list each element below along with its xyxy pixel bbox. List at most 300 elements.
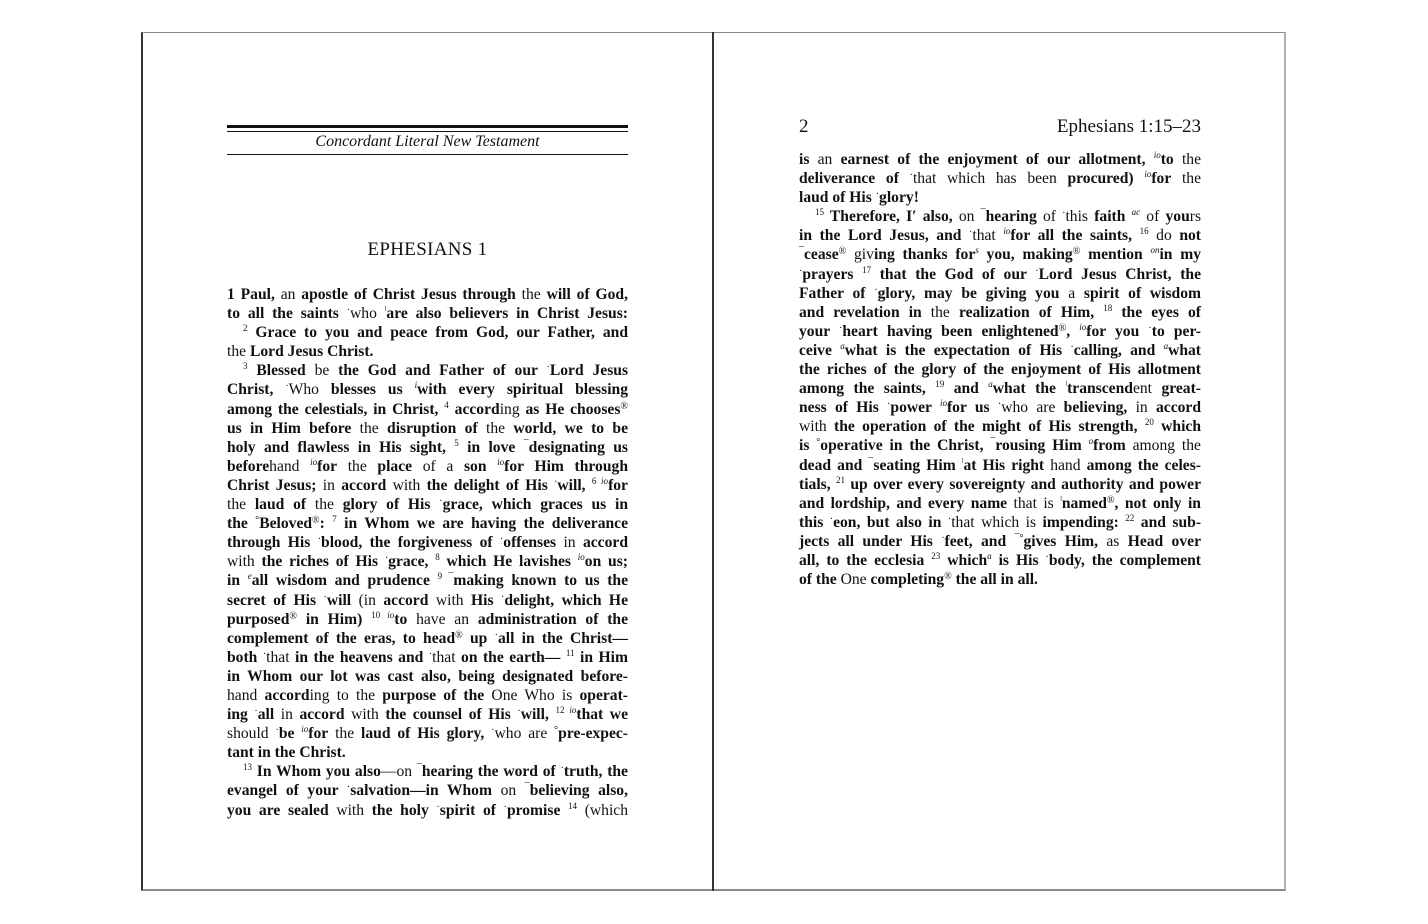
text-run: should xyxy=(227,725,276,743)
text-run: us in Him before xyxy=(227,419,352,437)
annotation-mark: ¯ xyxy=(523,438,529,450)
text-run: in the Lord Jesus, and xyxy=(799,227,970,245)
text-run: for xyxy=(317,457,338,475)
text-run: ing thanks for xyxy=(873,246,976,264)
annotation-mark: · xyxy=(554,476,558,488)
text-run: this xyxy=(799,513,830,531)
text-run: feet, and xyxy=(944,532,1015,550)
text-line xyxy=(799,456,1201,475)
text-run: tials, xyxy=(799,475,836,493)
annotation-mark: · xyxy=(1045,551,1049,563)
text-run: jects all under His xyxy=(799,532,942,550)
text-run: that which has been xyxy=(912,170,1068,188)
annotation-mark: · xyxy=(875,189,880,201)
text-run: spirit of xyxy=(439,801,504,819)
text-run: on us; xyxy=(584,553,628,571)
text-run: blood, the forgiveness of xyxy=(321,534,500,552)
text-run: in xyxy=(1127,399,1156,417)
text-line xyxy=(227,724,628,743)
text-run: accord xyxy=(448,400,500,418)
annotation-mark: ¯ xyxy=(442,572,454,584)
text-run: making known to us the xyxy=(453,572,628,590)
annotation-mark: ¯° xyxy=(1014,532,1024,544)
text-line xyxy=(227,323,628,342)
text-run: power xyxy=(890,399,940,417)
text-run: all, to the ecclesia xyxy=(799,551,932,569)
text-run: ness of His xyxy=(799,399,888,417)
text-run: 1 xyxy=(227,286,241,303)
text-run: among the celes- xyxy=(1086,456,1201,474)
annotation-mark: · xyxy=(491,725,495,737)
text-run: who are xyxy=(494,725,555,743)
text-run: His xyxy=(471,591,502,609)
annotation-mark: ˡ xyxy=(1060,494,1062,506)
text-run: offenses xyxy=(503,534,557,552)
text-run: in xyxy=(316,476,342,494)
text-run: (in xyxy=(351,591,384,609)
text-run: designating us xyxy=(528,438,628,456)
text-line xyxy=(799,169,1201,188)
text-run: the delight of His xyxy=(426,476,555,494)
text-run: in Whom our lot was cast also, being designated before- xyxy=(227,667,628,685)
text-run: you, making xyxy=(978,246,1073,264)
text-line xyxy=(227,457,628,476)
text-run: all xyxy=(257,706,275,724)
verse-number: 4 xyxy=(444,399,449,410)
text-run: to per- xyxy=(1151,322,1201,340)
text-run: operat- xyxy=(579,686,628,704)
text-run: calling, and xyxy=(1073,341,1164,359)
text-run: laud of His glory, xyxy=(361,725,485,743)
text-run: of xyxy=(1036,208,1063,226)
annotation-mark: ° xyxy=(255,515,260,527)
text-run: with every spiritual blessing xyxy=(417,381,628,399)
annotation-mark: · xyxy=(829,513,834,525)
text-run: through His xyxy=(227,534,318,552)
text-run: that xyxy=(266,648,296,666)
annotation-mark: io xyxy=(596,475,609,486)
annotation-mark: · xyxy=(346,782,351,794)
text-run: accord xyxy=(341,476,387,494)
text-run: you xyxy=(1165,208,1190,226)
text-run: evangel of your xyxy=(227,782,347,800)
text-run: salvation—in Whom xyxy=(350,782,492,800)
text-run: Lord Jesus Christ. xyxy=(249,343,374,361)
text-run: with xyxy=(799,418,835,436)
text-line xyxy=(227,781,628,800)
text-run: disruption of xyxy=(387,419,478,437)
verse-number: 7 xyxy=(332,514,337,525)
text-line xyxy=(227,361,628,380)
text-run: gives Him, xyxy=(1023,532,1099,550)
text-run: hearing xyxy=(985,208,1037,226)
text-run: pre-expec- xyxy=(558,725,628,743)
text-run: is xyxy=(799,151,810,168)
text-line xyxy=(227,629,628,648)
text-run: to xyxy=(394,610,408,628)
annotation-mark: e xyxy=(247,571,252,582)
text-run: ing to the xyxy=(309,686,383,704)
text-run: with xyxy=(227,553,262,571)
text-line xyxy=(227,533,628,552)
annotation-mark: ¯ xyxy=(990,437,996,449)
text-run: in xyxy=(227,572,248,590)
text-run: apostle of Christ Jesus through xyxy=(301,286,516,303)
annotation-mark: i xyxy=(414,380,418,391)
text-run: the counsel of His xyxy=(385,706,518,724)
text-run: that which is xyxy=(951,513,1043,531)
annotation-mark: a xyxy=(987,550,992,561)
annotation-mark: ® xyxy=(944,571,952,583)
text-run: the all in all. xyxy=(951,571,1038,589)
text-run: dead and xyxy=(799,456,869,474)
text-line xyxy=(227,743,628,762)
text-line xyxy=(799,322,1201,341)
text-run: in Whom we are having the deliverance xyxy=(336,515,629,533)
text-run: in love xyxy=(458,438,524,456)
text-run: impending: xyxy=(1042,513,1126,531)
text-run: for xyxy=(308,725,329,743)
text-run: glory, may be giving you xyxy=(877,284,1060,302)
right-page xyxy=(799,116,1201,589)
text-line xyxy=(799,475,1201,494)
text-run: One Who is xyxy=(484,686,580,704)
text-run: operative in the Christ, xyxy=(820,437,991,455)
text-run: before xyxy=(227,457,270,475)
verse-number: 8 xyxy=(435,552,440,563)
text-line xyxy=(227,552,628,571)
text-run: in Him) xyxy=(297,610,363,628)
annotation-mark: · xyxy=(262,648,267,660)
annotation-mark: · xyxy=(499,534,504,546)
text-run: that xyxy=(972,227,1004,245)
annotation-mark: o xyxy=(1088,436,1094,447)
text-run: Christ Jesus; xyxy=(227,476,317,494)
text-run: that is xyxy=(1007,494,1061,512)
text-line xyxy=(799,494,1201,513)
text-line xyxy=(799,265,1201,284)
text-line xyxy=(799,570,1201,589)
text-run: who xyxy=(350,305,385,323)
text-run: place xyxy=(377,457,413,475)
text-run: what xyxy=(1168,341,1201,359)
annotation-mark: · xyxy=(323,591,327,603)
text-run: and xyxy=(944,380,989,398)
text-run: Paul, xyxy=(240,286,275,303)
text-run: and revelation in xyxy=(799,303,922,321)
annotation-mark: · xyxy=(839,322,843,334)
text-run: Head over xyxy=(1127,532,1201,550)
text-run: among the saints, xyxy=(799,380,936,398)
text-run: for xyxy=(1151,170,1172,188)
annotation-mark: · xyxy=(285,381,289,393)
text-run: cease xyxy=(804,246,839,264)
text-run: accord xyxy=(383,591,429,609)
text-run: ing xyxy=(499,400,526,418)
text-run: an xyxy=(274,286,302,303)
text-run: for Him through xyxy=(504,457,628,475)
text-run: the riches of His xyxy=(261,553,385,571)
annotation-mark: ¯ xyxy=(980,208,986,220)
text-run: be xyxy=(305,362,339,380)
text-run: realization of Him, xyxy=(958,303,1104,321)
annotation-mark: · xyxy=(384,553,389,565)
text-run: up over every sovereignty and authority and power xyxy=(845,475,1201,493)
text-run: on the earth— xyxy=(461,648,566,666)
text-run: Christ, xyxy=(227,381,286,399)
text-line xyxy=(227,801,628,820)
verse-number: 20 xyxy=(1144,417,1154,428)
right-page-text xyxy=(799,150,1201,589)
text-run: glory! xyxy=(879,189,919,207)
annotation-mark: ® xyxy=(1072,246,1081,258)
text-run: mention xyxy=(1080,246,1151,264)
text-line xyxy=(227,762,628,781)
annotation-mark: · xyxy=(947,513,952,525)
annotation-mark: · xyxy=(1148,322,1152,334)
text-run: the xyxy=(328,725,362,743)
text-run: the xyxy=(477,419,514,437)
annotation-mark: · xyxy=(909,170,913,182)
text-run xyxy=(1134,170,1145,187)
annotation-mark: io xyxy=(577,552,585,563)
annotation-mark: · xyxy=(346,305,351,317)
text-run: the xyxy=(227,515,256,533)
text-line xyxy=(227,400,628,419)
text-run: the xyxy=(227,496,255,514)
annotation-mark: io xyxy=(301,724,309,735)
verse-number: 14 xyxy=(568,800,578,811)
text-run: accord xyxy=(264,686,310,704)
text-run: will, xyxy=(520,706,556,724)
text-run: body, the complement xyxy=(1048,551,1201,569)
text-line xyxy=(799,207,1201,226)
text-run: secret of His xyxy=(227,591,324,609)
text-run: Grace to you and peace from God, our Father, and xyxy=(247,324,628,342)
right-page-header xyxy=(799,116,1201,138)
text-run: —on xyxy=(380,763,417,781)
text-run: in Him xyxy=(574,648,628,666)
text-line xyxy=(227,380,628,399)
text-run: the xyxy=(1171,170,1201,188)
text-run: for us xyxy=(946,399,998,417)
text-run: that the God of our xyxy=(871,265,1036,283)
text-run: hand xyxy=(269,457,311,475)
text-run: purpose of the xyxy=(382,686,485,704)
text-run: spirit of wisdom xyxy=(1083,284,1202,302)
text-run: you are sealed xyxy=(227,801,329,819)
text-line xyxy=(799,226,1201,245)
text-run: as xyxy=(1098,532,1128,550)
text-run: transcend xyxy=(1067,380,1133,398)
text-run: the xyxy=(306,496,343,514)
text-run: is xyxy=(799,437,817,455)
annotation-mark: ® xyxy=(289,610,298,622)
text-run: of the xyxy=(799,571,837,589)
annotation-mark: ˡ xyxy=(1065,380,1068,392)
text-run: named xyxy=(1061,494,1107,512)
annotation-mark: · xyxy=(969,227,973,239)
text-run: hand xyxy=(1044,456,1087,474)
annotation-mark: ¯ xyxy=(868,456,874,468)
text-run: will, xyxy=(557,476,592,494)
text-run: have an xyxy=(407,610,478,628)
text-run: at His right xyxy=(963,456,1045,474)
annotation-mark: · xyxy=(439,496,443,508)
text-run: In Whom you also xyxy=(252,763,381,781)
text-line xyxy=(799,245,1201,264)
text-run: laud of xyxy=(254,496,307,514)
text-line xyxy=(227,476,628,495)
annotation-mark: · xyxy=(436,801,440,813)
text-run: the xyxy=(1173,151,1201,168)
text-run: tant in the Christ. xyxy=(227,744,346,762)
verse-number: 6 xyxy=(591,475,597,486)
text-run: among the celestials, in Christ, xyxy=(227,400,445,418)
running-title: Concordant Literal New Testament xyxy=(315,133,540,150)
verse-number: 15 xyxy=(815,207,824,218)
text-line xyxy=(227,571,628,590)
text-line xyxy=(799,360,1201,379)
annotation-mark: ˡ xyxy=(384,305,387,317)
annotation-mark: ® xyxy=(1058,322,1067,334)
text-line xyxy=(799,398,1201,417)
text-run: Beloved xyxy=(259,515,313,533)
text-run: and sub- xyxy=(1134,513,1202,531)
text-run: laud of His xyxy=(799,189,876,207)
text-line xyxy=(799,150,1201,169)
text-run: the xyxy=(337,457,378,475)
annotation-mark: io xyxy=(310,456,318,467)
text-run: this xyxy=(1065,208,1095,226)
text-run: the eyes of xyxy=(1112,303,1201,321)
text-line xyxy=(227,610,628,629)
verse-number: 2 xyxy=(243,323,248,334)
text-run: Father of xyxy=(799,284,875,302)
annotation-mark: s xyxy=(975,245,979,256)
annotation-mark: a xyxy=(840,340,845,351)
annotation-mark: · xyxy=(887,399,891,411)
text-line xyxy=(227,686,628,705)
left-page-text xyxy=(227,285,628,820)
text-run: delight, which He xyxy=(504,591,628,609)
text-run: : xyxy=(319,515,333,533)
text-run: a xyxy=(1059,284,1084,302)
verse-number: 3 xyxy=(243,361,248,372)
annotation-mark: ® xyxy=(312,515,320,527)
text-run: not xyxy=(1179,227,1201,245)
text-run: to xyxy=(1160,151,1174,168)
text-run: faith xyxy=(1094,208,1132,226)
text-run: is His xyxy=(991,551,1046,569)
text-run: truth, the xyxy=(563,763,628,781)
text-run: seating Him xyxy=(873,456,962,474)
verse-number: 23 xyxy=(931,550,941,561)
annotation-mark: on xyxy=(1150,245,1160,256)
text-run: accord xyxy=(582,534,628,552)
annotation-mark: · xyxy=(997,399,1002,411)
text-run: will of God, xyxy=(546,286,628,303)
text-run: among the xyxy=(1125,437,1201,455)
text-run: all in the Christ— xyxy=(497,629,628,647)
text-run: deliverance of xyxy=(799,170,910,188)
verse-number: 9 xyxy=(437,571,443,582)
text-run: of xyxy=(1140,208,1166,226)
annotation-mark: ® xyxy=(1106,494,1115,506)
text-run: , xyxy=(1066,322,1080,340)
text-line xyxy=(799,532,1201,551)
text-run: ing xyxy=(227,706,255,724)
text-run: grace, which graces us in xyxy=(442,496,628,514)
text-run: up xyxy=(462,629,495,647)
verse-number: 21 xyxy=(836,474,845,485)
text-run: (which xyxy=(577,801,629,819)
text-run: prayers xyxy=(802,265,863,283)
text-run: the operation of the might of His strength, xyxy=(834,418,1145,436)
text-run: with xyxy=(386,476,427,494)
annotation-mark: ® xyxy=(620,400,628,412)
annotation-mark: · xyxy=(428,648,433,660)
text-run: what the xyxy=(992,380,1066,398)
text-run: promise xyxy=(506,801,569,819)
text-run: both xyxy=(227,648,263,666)
text-run: as He chooses xyxy=(525,400,621,418)
text-run: the xyxy=(351,419,388,437)
text-run: for all the saints, xyxy=(1010,227,1140,245)
text-run: completing xyxy=(870,571,945,589)
annotation-mark: ° xyxy=(816,437,821,449)
text-run: with xyxy=(428,591,472,609)
text-line xyxy=(799,379,1201,398)
text-line xyxy=(799,551,1201,570)
text-run: , not only in xyxy=(1114,494,1201,512)
annotation-mark: · xyxy=(254,706,258,718)
text-run: heart having been enlightened xyxy=(842,322,1059,340)
text-run: which xyxy=(940,551,988,569)
text-run: rousing Him xyxy=(995,437,1089,455)
text-run: grace, xyxy=(388,553,436,571)
verse-number: 16 xyxy=(1139,226,1149,237)
text-line xyxy=(227,667,628,686)
text-line xyxy=(227,591,628,610)
text-run: that we xyxy=(576,706,628,724)
verse-number: 17 xyxy=(862,264,872,275)
text-run: eon, but also in xyxy=(833,513,948,531)
verse-number: 13 xyxy=(243,762,252,773)
header-rule-thick xyxy=(227,125,628,128)
verse-number: 22 xyxy=(1125,512,1135,523)
text-run: that xyxy=(432,648,462,666)
text-line xyxy=(227,438,628,457)
text-run: who are xyxy=(1001,399,1064,417)
text-run: earnest of the enjoyment of our allotment, xyxy=(840,151,1154,168)
annotation-mark: · xyxy=(560,763,564,775)
text-run: for xyxy=(608,476,628,494)
text-line xyxy=(799,341,1201,360)
text-run: hand xyxy=(227,686,265,704)
annotation-mark: io xyxy=(1079,321,1087,332)
annotation-mark: ® xyxy=(455,629,463,641)
text-run: holy and flawless in His sight, xyxy=(227,438,455,456)
text-run: Lord Jesus Christ, the xyxy=(1038,265,1201,283)
text-run: believing also, xyxy=(529,782,629,800)
text-run: which xyxy=(1153,418,1201,436)
annotation-mark: · xyxy=(501,591,505,603)
verse-number: 12 xyxy=(555,705,565,716)
page-gutter-divider xyxy=(712,32,714,891)
text-run: in my xyxy=(1159,246,1201,264)
verse-number: 5 xyxy=(454,437,459,448)
